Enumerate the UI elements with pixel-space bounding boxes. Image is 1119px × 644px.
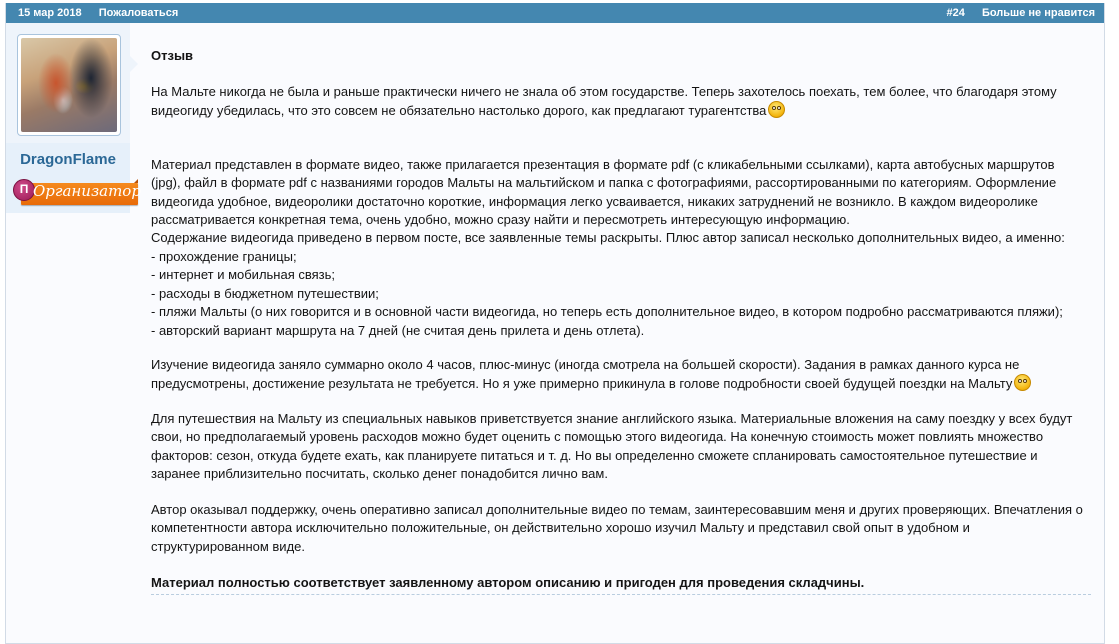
paragraph-2: Материал представлен в формате видео, также прилагается презентация в формате pdf (с кликабельными ссылками), карта автобусных маршрутов (jpg), файл в формате pdf с названиями городов Мальты на мальтийском и папка с фотографиями, рассортированными по категориям. Оформление видеогида удобное, видеоролики достаточно короткие, информация легко усваивается, никаких затруднений не возникло. В каждом видеоролике рассматривается конкретная тема, очень удобно, можно сразу найти и пересмотреть интересующую информацию.	[151, 157, 1057, 228]
paragraph-6: Автор оказывал поддержку, очень оперативно записал дополнительные видео по темам, заинтересовавшим меня и других проверяющих. Впечатления о компетентности автора исключительно положительные, он действительно хорошо изучил Мальту и представил свой опыт в удобном и структурированном виде.	[151, 502, 1083, 554]
paragraph-5: Для путешествия на Мальту из специальных навыков приветствуется знание английского языка. Материальные вложения на саму поездку у всех будут свои, но предполагаемый уровень расходов можно будет оценить с помощью этого видеогида. На конечную стоимость может повлиять множество факторов: сезон, откуда будете ехать, как планируете питаться и т. д. Но вы определенно сможете спланировать самостоятельное путешествие и заранее приблизительно посчитать, сколько денег понадобится лично вам.	[151, 411, 1073, 482]
paragraph-1-text: На Мальте никогда не была и раньше практически ничего не знала об этом государстве. Теперь захотелось поехать, тем более, что благодаря этому видеогиду убедилась, что это совсем не обязательно настолько дорого, как предлагают турагентства	[151, 84, 1057, 119]
paragraph-4-text: Изучение видеогида заняло суммарно около 4 часов, плюс-минус (иногда смотрела на большей скорости). Задания в рамках данного курса не предусмотрены, достижение результата не требуется. Но я уже примерно прикинула в голове подробности своей будущей поездки на Мальту	[151, 357, 1020, 392]
list-item: - интернет и мобильная связь;	[151, 267, 336, 282]
avatar-link[interactable]	[17, 34, 121, 136]
report-link[interactable]: Пожаловаться	[98, 7, 179, 19]
paragraph-4	[151, 356, 1087, 394]
author-username[interactable]: DragonFlame	[20, 151, 116, 168]
smiley-icon	[768, 101, 785, 118]
post-title: Отзыв	[151, 48, 194, 63]
list-item: - расходы в бюджетном путешествии;	[151, 285, 379, 301]
list-item: - пляжи Мальты (о них говорится и в основной части видеогида, но теперь есть дополнительное видео, в котором подробно рассматриваются пляжи);	[151, 304, 1063, 319]
paragraph-1	[151, 83, 1087, 121]
post-number-link[interactable]: #24	[946, 7, 965, 19]
author-panel	[6, 23, 141, 213]
message-arrow-icon	[130, 56, 138, 72]
divider	[151, 594, 1091, 595]
avatar-image-icon	[21, 38, 117, 132]
paragraph-3: Содержание видеогида приведено в первом посте, все заявленные темы раскрыты. Плюс автор записал несколько дополнительных видео, а именно:	[151, 230, 1065, 245]
list-item: - авторский вариант маршрута на 7 дней (не считая день прилета и день отлета).	[151, 322, 645, 338]
smiley-icon	[1014, 374, 1031, 391]
user-title-badge	[15, 179, 141, 206]
post-header-left	[18, 3, 192, 23]
avatar-area	[6, 23, 130, 143]
post-conclusion: Материал полностью соответствует заявленному автором описанию и пригоден для проведения складчины.	[151, 575, 865, 590]
post-date[interactable]: 15 мар 2018	[18, 7, 82, 19]
post-header-right	[933, 3, 1095, 23]
badge-letter-icon: П	[13, 179, 35, 201]
badge-label: Организатор	[33, 182, 141, 200]
list-item: - прохождение границы;	[151, 248, 297, 264]
unlike-link[interactable]: Больше не нравится	[981, 7, 1095, 19]
post-header-bar	[6, 3, 1104, 23]
